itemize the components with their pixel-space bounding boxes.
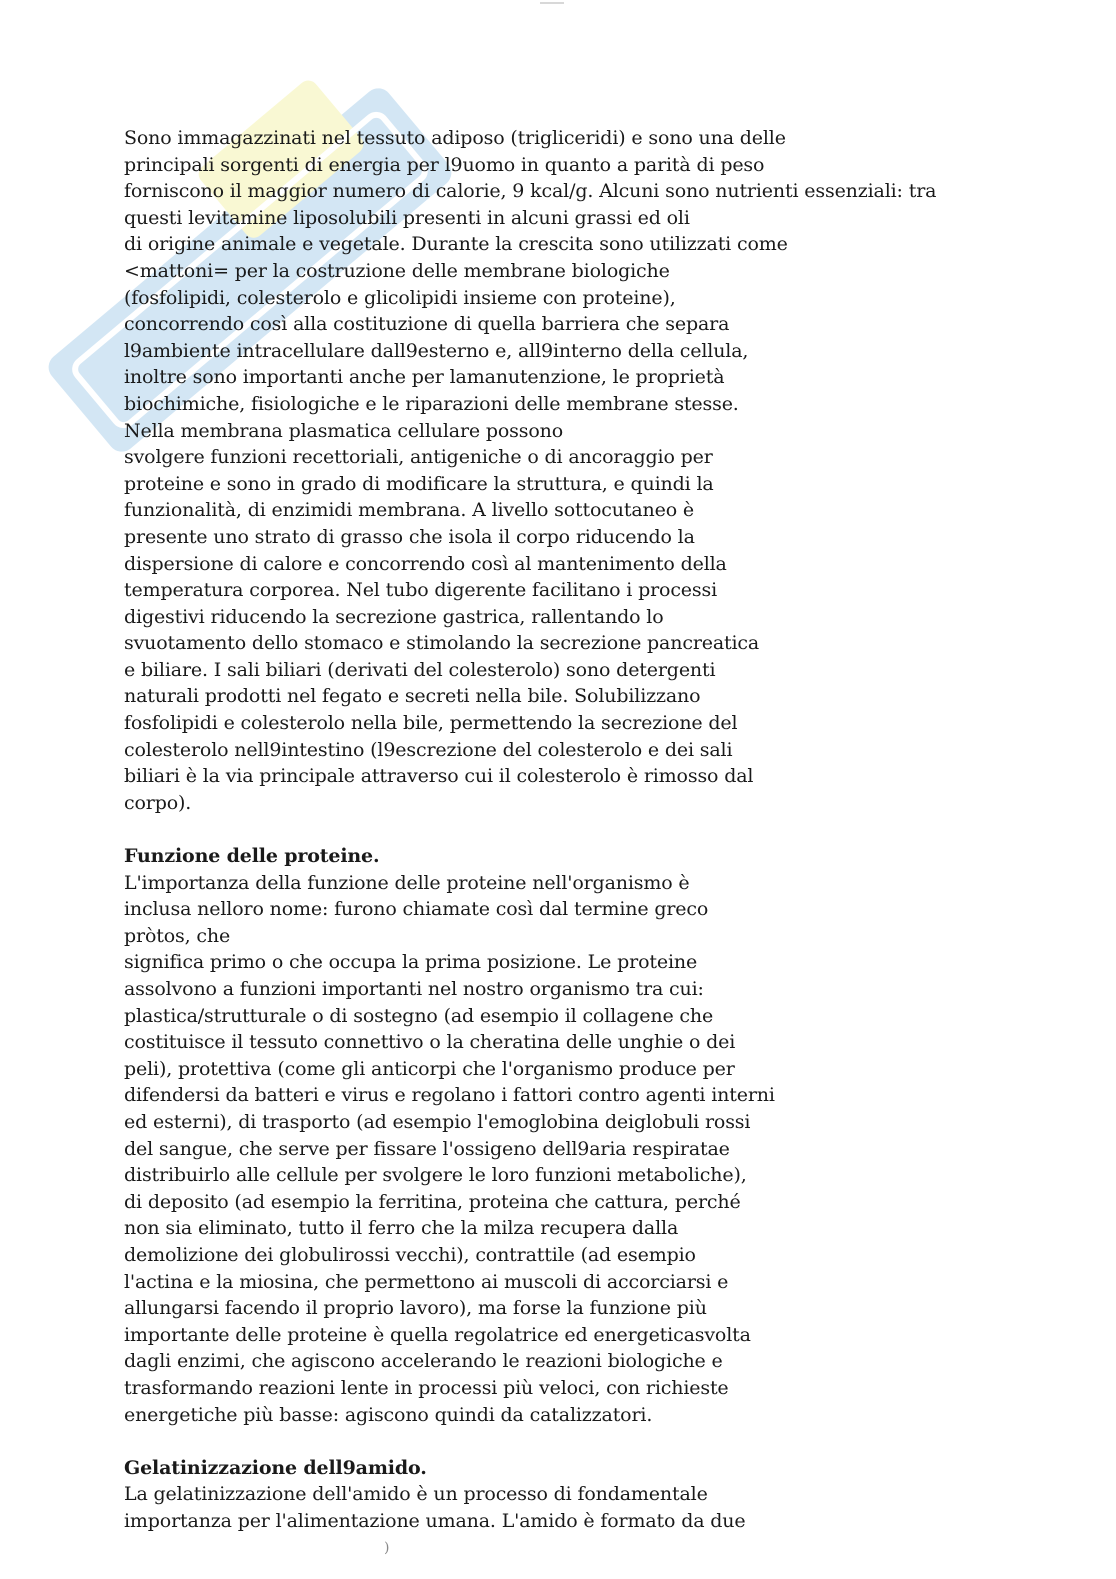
section-heading: Gelatinizzazione dell9amido. bbox=[124, 1456, 427, 1479]
text-line: digestivi riducendo la secrezione gastrica, rallentando lo bbox=[124, 605, 664, 628]
text-line: costituisce il tessuto connettivo o la cheratina delle unghie o dei bbox=[124, 1031, 736, 1054]
text-line: funzionalità, di enzimidi membrana. A livello sottocutaneo è bbox=[124, 499, 694, 522]
text-line: assolvono a funzioni importanti nel nostro organismo tra cui: bbox=[124, 978, 704, 1000]
text-line: difendersi da batteri e virus e regolano i fattori contro agenti interni bbox=[124, 1084, 775, 1107]
text-line: biochimiche, fisiologiche e le riparazioni delle membrane stesse. bbox=[124, 392, 739, 415]
text-line: <mattoni= per la costruzione delle membrane biologiche bbox=[124, 259, 670, 282]
header-mark bbox=[540, 2, 564, 4]
text-line: distribuirlo alle cellule per svolgere le loro funzioni metaboliche), bbox=[124, 1164, 747, 1187]
text-line: temperatura corporea. Nel tubo digerente facilitano i processi bbox=[124, 579, 718, 602]
text-line: svuotamento dello stomaco e stimolando la secrezione pancreatica bbox=[124, 632, 760, 655]
section-proteins bbox=[124, 843, 1024, 1428]
section-heading: Funzione delle proteine. bbox=[124, 845, 380, 868]
text-line: corpo). bbox=[124, 791, 192, 814]
text-line: dagli enzimi, che agiscono accelerando le reazioni biologiche e bbox=[124, 1350, 723, 1373]
text-line: plastica/strutturale o di sostegno (ad esempio il collagene che bbox=[124, 1004, 714, 1027]
text-line: l'actina e la miosina, che permettono ai muscoli di accorciarsi e bbox=[124, 1270, 729, 1293]
text-line: (fosfolipidi, colesterolo e glicolipidi insieme con proteine), bbox=[124, 286, 676, 309]
text-line: significa primo o che occupa la prima posizione. Le proteine bbox=[124, 951, 698, 974]
paragraph-gap bbox=[124, 816, 1024, 843]
text-line: l9ambiente intracellulare dall9esterno e, all9interno della cellula, bbox=[124, 339, 749, 362]
text-line: di origine animale e vegetale. Durante la crescita sono utilizzati come bbox=[124, 233, 788, 256]
text-line: inclusa nelloro nome: furono chiamate così dal termine greco bbox=[124, 898, 709, 921]
text-line: inoltre sono importanti anche per lamanutenzione, le proprietà bbox=[124, 366, 725, 389]
text-line: di deposito (ad esempio la ferritina, proteina che cattura, perché bbox=[124, 1190, 741, 1213]
text-line: allungarsi facendo il proprio lavoro), ma forse la funzione più bbox=[124, 1297, 707, 1320]
text-line: concorrendo così alla costituzione di quella barriera che separa bbox=[124, 313, 730, 336]
footer-mark: ) bbox=[384, 1540, 390, 1556]
text-line: questi levitamine liposolubili presenti in alcuni grassi ed oli bbox=[124, 206, 690, 229]
text-line: La gelatinizzazione dell'amido è un processo di fondamentale bbox=[124, 1483, 708, 1506]
text-line: pròtos, che bbox=[124, 924, 231, 947]
text-line: biliari è la via principale attraverso cui il colesterolo è rimosso dal bbox=[124, 765, 754, 788]
section-starch bbox=[124, 1455, 1024, 1535]
text-line: trasformando reazioni lente in processi più veloci, con richieste bbox=[124, 1376, 729, 1399]
text-line: colesterolo nell9intestino (l9escrezione del colesterolo e dei sali bbox=[124, 738, 733, 761]
text-line: ed esterni), di trasporto (ad esempio l'emoglobina deiglobuli rossi bbox=[124, 1110, 751, 1133]
text-line: importanza per l'alimentazione umana. L'amido è formato da due bbox=[124, 1509, 746, 1532]
text-line: dispersione di calore e concorrendo così al mantenimento della bbox=[124, 552, 727, 575]
text-line: forniscono il maggior numero di calorie, 9 kcal/g. Alcuni sono nutrienti essenziali: tra bbox=[124, 180, 937, 203]
text-line: peli), protettiva (come gli anticorpi che l'organismo produce per bbox=[124, 1057, 735, 1080]
text-line: proteine e sono in grado di modificare la struttura, e quindi la bbox=[124, 472, 714, 495]
text-line: principali sorgenti di energia per l9uomo in quanto a parità di peso bbox=[124, 153, 765, 176]
text-line: energetiche più basse: agiscono quindi da catalizzatori. bbox=[124, 1403, 653, 1426]
text-line: L'importanza della funzione delle proteine nell'organismo è bbox=[124, 871, 690, 894]
text-line: del sangue, che serve per fissare l'ossigeno dell9aria respiratae bbox=[124, 1137, 730, 1160]
text-line: importante delle proteine è quella regolatrice ed energeticasvolta bbox=[124, 1323, 751, 1346]
text-line: non sia eliminato, tutto il ferro che la milza recupera dalla bbox=[124, 1217, 679, 1240]
text-line: svolgere funzioni recettoriali, antigeniche o di ancoraggio per bbox=[124, 446, 713, 469]
text-line: presente uno strato di grasso che isola il corpo riducendo la bbox=[124, 525, 695, 548]
text-line: fosfolipidi e colesterolo nella bile, permettendo la secrezione del bbox=[124, 712, 738, 735]
paragraph-lipids bbox=[124, 125, 1024, 816]
text-line: naturali prodotti nel fegato e secreti nella bile. Solubilizzano bbox=[124, 685, 701, 708]
document-body bbox=[124, 125, 1024, 1534]
text-line: Sono immagazzinati nel tessuto adiposo (trigliceridi) e sono una delle bbox=[124, 127, 786, 149]
text-line: e biliare. I sali biliari (derivati del colesterolo) sono detergenti bbox=[124, 658, 716, 681]
paragraph-gap bbox=[124, 1428, 1024, 1455]
text-line: demolizione dei globulirossi vecchi), contrattile (ad esempio bbox=[124, 1243, 696, 1266]
text-line: Nella membrana plasmatica cellulare possono bbox=[124, 419, 564, 442]
